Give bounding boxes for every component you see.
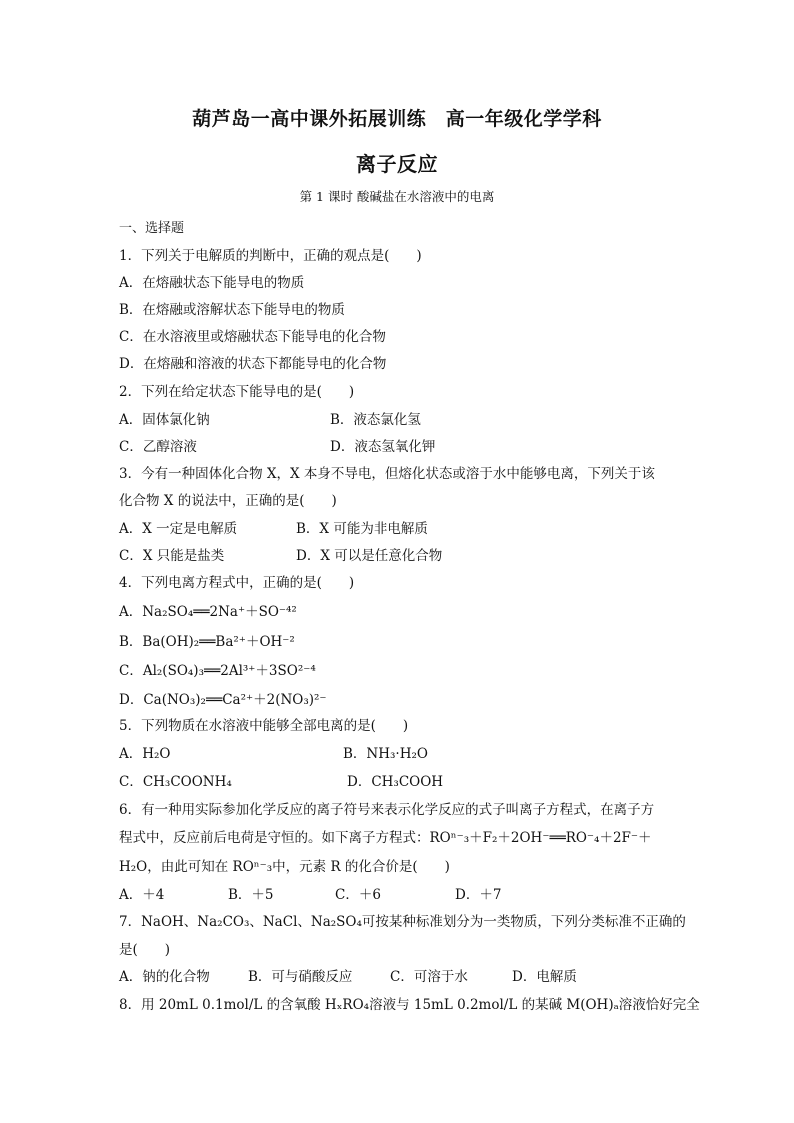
q3-option-c: C．X 只能是盐类 bbox=[119, 548, 225, 564]
q3-option-d: D．X 可以是任意化合物 bbox=[296, 548, 443, 564]
q4-option-d: D．Ca(NO₃)₂══Ca²⁺＋2(NO₃)²⁻ bbox=[119, 692, 327, 708]
q6-option-b: B．＋5 bbox=[228, 887, 274, 903]
q7-stem-line1: 7．NaOH、Na₂CO₃、NaCl、Na₂SO₄可按某种标准划分为一类物质，下列分类标准不正确的 bbox=[119, 914, 686, 930]
q5-option-c: C．CH₃COONH₄ bbox=[119, 774, 232, 790]
q5-stem: 5．下列物质在水溶液中能够全部电离的是( ) bbox=[119, 718, 409, 734]
q3-stem-line2: 化合物 X 的说法中，正确的是( ) bbox=[119, 493, 337, 509]
q7-option-b: B．可与硝酸反应 bbox=[248, 969, 353, 985]
q7-option-a: A．钠的化合物 bbox=[119, 969, 210, 985]
q6-option-d: D．＋7 bbox=[455, 887, 502, 903]
q5-option-a: A．H₂O bbox=[119, 746, 171, 762]
q2-option-b: B．液态氯化氢 bbox=[330, 412, 421, 428]
q6-stem-line3: H₂O，由此可知在 ROⁿ⁻₃中，元素 R 的化合价是( ) bbox=[119, 859, 450, 875]
q4-option-b: B．Ba(OH)₂══Ba²⁺＋OH⁻² bbox=[119, 634, 295, 650]
topic-heading: 离子反应 bbox=[356, 152, 438, 176]
q4-option-c: C．Al₂(SO₄)₃══2Al³⁺＋3SO²⁻⁴ bbox=[119, 663, 316, 679]
q3-option-a: A．X 一定是电解质 bbox=[119, 521, 238, 537]
q7-option-c: C．可溶于水 bbox=[390, 969, 468, 985]
q2-option-c: C．乙醇溶液 bbox=[119, 439, 197, 455]
q1-option-a: A．在熔融状态下能导电的物质 bbox=[119, 275, 305, 291]
lesson-subtitle: 第 1 课时 酸碱盐在水溶液中的电离 bbox=[299, 189, 495, 204]
q6-option-c: C．＋6 bbox=[335, 887, 381, 903]
q3-option-b: B．X 可能为非电解质 bbox=[296, 521, 428, 537]
q4-option-a: A．Na₂SO₄══2Na⁺＋SO⁻⁴² bbox=[119, 604, 297, 620]
q6-stem-line2: 程式中，反应前后电荷是守恒的。如下离子方程式：ROⁿ⁻₃＋F₂＋2OH⁻══RO⁻₄＋2F⁻＋ bbox=[119, 830, 652, 846]
q1-option-d: D．在熔融和溶液的状态下都能导电的化合物 bbox=[119, 356, 387, 372]
q2-stem: 2．下列在给定状态下能导电的是( ) bbox=[119, 384, 355, 400]
q1-option-b: B．在熔融或溶解状态下能导电的物质 bbox=[119, 302, 345, 318]
page-title: 葫芦岛一高中课外拓展训练 高一年级化学学科 bbox=[192, 108, 602, 130]
q7-stem-line2: 是( ) bbox=[119, 942, 171, 958]
q7-option-d: D．电解质 bbox=[512, 969, 577, 985]
q3-stem-line1: 3．今有一种固体化合物 X，X 本身不导电，但熔化状态或溶于水中能够电离，下列关于该 bbox=[119, 466, 655, 482]
q8-stem-line1: 8．用 20mL 0.1mol/L 的含氧酸 HₓRO₄溶液与 15mL 0.2mol/L 的某碱 M(OH)ₐ溶液恰好完全 bbox=[119, 997, 700, 1013]
q2-option-a: A．固体氯化钠 bbox=[119, 412, 210, 428]
q5-option-b: B．NH₃·H₂O bbox=[343, 746, 428, 762]
section-heading: 一、选择题 bbox=[119, 221, 185, 236]
q6-stem-line1: 6．有一种用实际参加化学反应的离子符号来表示化学反应的式子叫离子方程式，在离子方 bbox=[119, 802, 655, 818]
q6-option-a: A．＋4 bbox=[119, 887, 165, 903]
q2-option-d: D．液态氢氧化钾 bbox=[330, 439, 436, 455]
q1-option-c: C．在水溶液里或熔融状态下能导电的化合物 bbox=[119, 329, 386, 345]
q4-stem: 4．下列电离方程式中，正确的是( ) bbox=[119, 575, 355, 591]
q1-stem: 1．下列关于电解质的判断中，正确的观点是( ) bbox=[119, 248, 422, 264]
q5-option-d: D．CH₃COOH bbox=[347, 774, 444, 790]
